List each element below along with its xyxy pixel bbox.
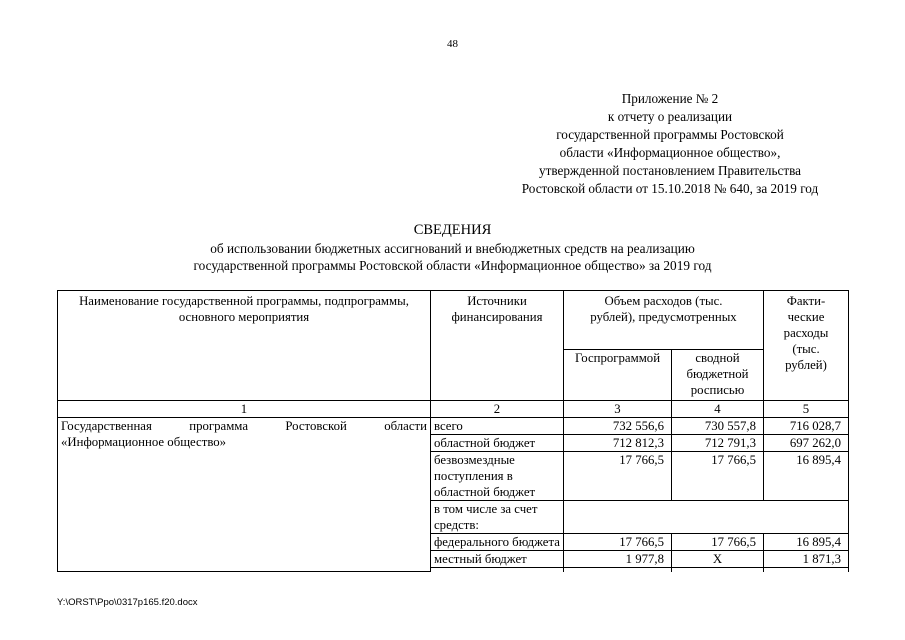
appendix-line: Ростовской области от 15.10.2018 № 640, за 2019 год: [521, 181, 819, 196]
source-cell: федерального бюджета: [431, 534, 564, 551]
appendix-line: области «Информационное общество»,: [559, 145, 781, 160]
appendix-line: государственной программы Ростовской: [556, 127, 784, 142]
appendix-line: утвержденной постановлением Правительства: [538, 163, 802, 178]
column-number: 2: [431, 401, 564, 418]
column-number: 4: [672, 401, 764, 418]
gos-value: 732 556,6: [564, 418, 672, 435]
header-budget-schedule: сводной бюджетной росписью: [672, 349, 764, 400]
empty-value-cell: [564, 501, 849, 534]
actual-value: 16 895,4: [764, 534, 849, 551]
actual-value: 1 871,3: [764, 551, 849, 568]
source-cell: областной бюджет: [431, 435, 564, 452]
actual-value: 716 028,7: [764, 418, 849, 435]
file-path-footer: Y:\ORST\Ppo\0317p165.f20.docx: [57, 597, 198, 608]
appendix-line: Приложение № 2: [621, 91, 719, 106]
column-number-row: [58, 401, 849, 418]
header-gosprogram: Госпрограммой: [564, 349, 672, 400]
header-actual: Факти-ческие расходы (тыс. рублей): [764, 291, 849, 401]
program-name-line: Государственная программа Ростовской области: [61, 419, 427, 433]
title-heading: СВЕДЕНИЯ: [413, 222, 492, 238]
table-header-row: [58, 291, 849, 350]
appendix-line: к отчету о реализации: [607, 109, 733, 124]
program-name-line: «Информационное общество»: [61, 435, 227, 449]
schedule-value: 17 766,5: [672, 534, 764, 551]
gos-value: 17 766,5: [564, 452, 672, 501]
actual-value: 697 262,0: [764, 435, 849, 452]
column-number: 3: [564, 401, 672, 418]
header-name: Наименование государственной программы, подпрограммы, основного мероприятия: [58, 291, 431, 401]
page-number: 48: [447, 38, 458, 50]
schedule-value: Х: [672, 551, 764, 568]
source-cell: в том числе за счет средств:: [431, 501, 564, 534]
document-title: [0, 222, 905, 275]
column-number: 1: [58, 401, 431, 418]
actual-value: 16 895,4: [764, 452, 849, 501]
budget-table: [57, 290, 849, 572]
title-line: об использовании бюджетных ассигнований и внебюджетных средств на реализацию: [210, 240, 695, 256]
program-name-cell: [58, 418, 431, 572]
appendix-block: [500, 90, 840, 198]
header-source: Источники финансирования: [431, 291, 564, 401]
schedule-value: 17 766,5: [672, 452, 764, 501]
schedule-value: 712 791,3: [672, 435, 764, 452]
table-row: [58, 418, 849, 435]
header-volume: Объем расходов (тыс. рублей), предусмотренных: [564, 291, 764, 350]
gos-value: 1 977,8: [564, 551, 672, 568]
schedule-value: 730 557,8: [672, 418, 764, 435]
gos-value: 17 766,5: [564, 534, 672, 551]
column-number: 5: [764, 401, 849, 418]
source-cell: всего: [431, 418, 564, 435]
title-line: государственной программы Ростовской области «Информационное общество» за 2019 год: [193, 258, 712, 273]
source-cell: безвозмездные поступления в областной бюджет: [431, 452, 564, 501]
source-cell: местный бюджет: [431, 551, 564, 568]
gos-value: 712 812,3: [564, 435, 672, 452]
